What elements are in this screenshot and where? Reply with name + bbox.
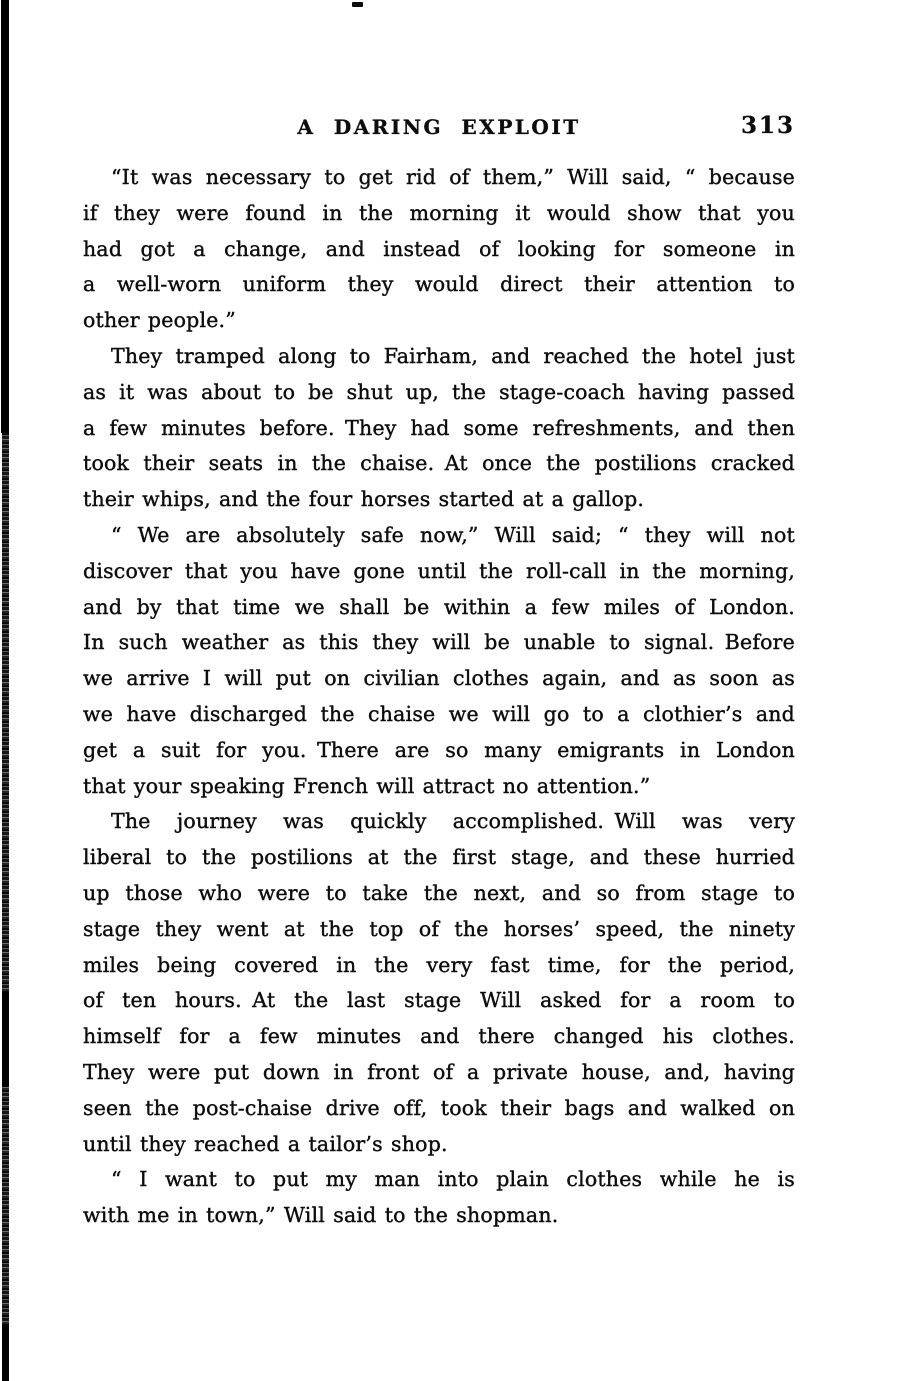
text-line: with me in town,” Will said to the shopman. — [83, 1203, 559, 1228]
text-line: miles being covered in the very fast time, for the period, — [83, 952, 795, 977]
text-line: They were put down in front of a private house, and, having — [83, 1059, 795, 1084]
text-line: other people.” — [83, 308, 236, 333]
text-line: as it was about to be shut up, the stage-coach having passed — [83, 379, 795, 404]
page-number: 313 — [740, 112, 795, 139]
text-line: up those who were to take the next, and so from stage to — [83, 880, 795, 905]
text-line: himself for a few minutes and there changed his clothes. — [83, 1024, 795, 1049]
text-line: liberal to the postilions at the first stage, and these hurried — [83, 845, 795, 870]
text-line: seen the post-chaise drive off, took their bags and walked on — [83, 1095, 795, 1120]
text-line: took their seats in the chaise. At once the postilions cracked — [83, 451, 795, 476]
text-line: until they reached a tailor’s shop. — [83, 1131, 448, 1156]
text-line: if they were found in the morning it would show that you — [83, 200, 795, 225]
running-head-title: A DARING EXPLOIT — [297, 115, 581, 139]
running-head — [83, 112, 795, 142]
text-line: “It was necessary to get rid of them,” Will said, “ because — [111, 165, 795, 189]
text-line: we have discharged the chaise we will go to a clothier’s and — [83, 701, 795, 726]
text-line: The journey was quickly accomplished. Will was very — [111, 809, 795, 834]
text-line: They tramped along to Fairham, and reached the hotel just — [111, 343, 795, 368]
text-line: had got a change, and instead of looking for someone in — [83, 236, 795, 261]
text-line: “ We are absolutely safe now,” Will said; “ they will not — [111, 522, 795, 547]
text-line: stage they went at the top of the horses’ speed, the ninety — [83, 916, 795, 941]
binding-shadow — [1, 0, 10, 1381]
body-text — [83, 160, 795, 1234]
top-dash-mark — [352, 2, 363, 7]
text-line: we arrive I will put on civilian clothes again, and as soon as — [83, 666, 795, 691]
text-line: “ I want to put my man into plain clothes while he is — [111, 1167, 795, 1192]
text-line: get a suit for you. There are so many emigrants in London — [83, 737, 795, 762]
text-line: and by that time we shall be within a few miles of London. — [83, 594, 795, 619]
text-line: of ten hours. At the last stage Will asked for a room to — [83, 988, 795, 1013]
text-line: a few minutes before. They had some refreshments, and then — [83, 415, 795, 440]
text-line: their whips, and the four horses started at a gallop. — [83, 487, 645, 512]
text-line: discover that you have gone until the roll-call in the morning, — [83, 558, 795, 583]
text-line: that your speaking French will attract no attention.” — [83, 773, 651, 798]
text-line: In such weather as this they will be unable to signal. Before — [83, 630, 795, 655]
text-line: a well-worn uniform they would direct their attention to — [83, 272, 795, 297]
